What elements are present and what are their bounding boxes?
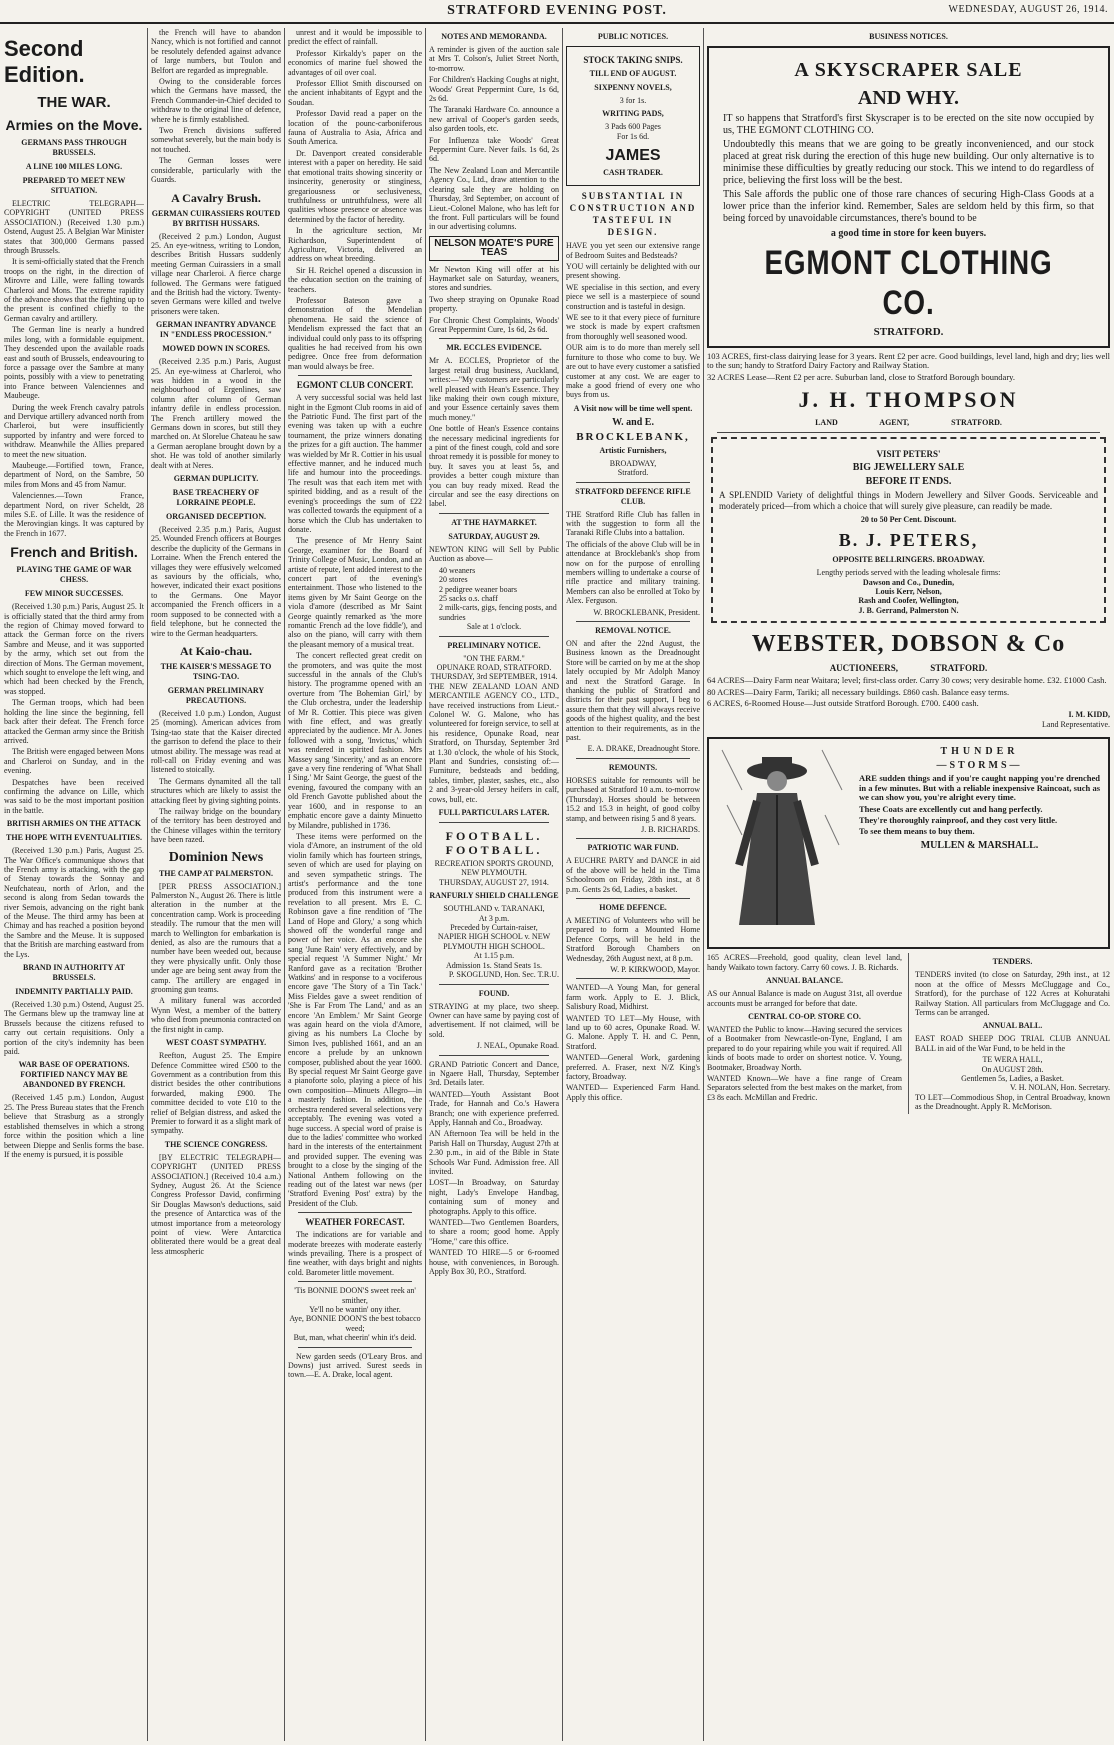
divider <box>576 758 690 759</box>
ad-line: SIXPENNY NOVELS, <box>594 83 672 92</box>
ad-line: Stratford. <box>617 468 649 478</box>
ad-line: LAND AGENT, STRATFORD. <box>815 418 1002 428</box>
divider <box>298 1281 412 1282</box>
ad-text: YOU will certainly be delighted with our present showing. <box>566 262 700 281</box>
ad-text: These Coats are excellently cut and hang perfectly. <box>859 803 1043 814</box>
home-defence-heading: HOME DEFENCE. <box>599 902 667 912</box>
article-text: (Received 2.35 p.m.) Paris, August 25. An eye-witness at Charleroi, who was hidden in a wood in the neighbourhood of Ergenlines, saw column after column of German infantry defile in endless procession. The French artillery mowed the Germans down in scores, but still they marched on. At Slorelue Chateau he saw a German aeroplane brought down by a shot. He was told of another similarly dealt with at Neres. <box>151 357 281 470</box>
article-text: The concert reflected great credit on the promoters, and was quite the most successful in the annals of the Club's history. The programme opened with an overture from 'The Bohemian Girl,' by the Club orchestra, under the leadership of Mr R. Cottier. This piece was given with fine effect, and was greatly appreciated by the audience. Mr A. Jones followed with a song, 'Invictus,' which was rendered in spirited fashion. Mrs Massey sang 'Sincerity,' and as an encore gave a very fine rendering of 'What Shall I Sing.' Mr Saint George, the guest of the evening, favoured the company with an old French Gavotte published about the year 1600, and in response to an emphatic encore gave a dainty Minuetto by Milandre, published in 1736. <box>288 651 422 830</box>
ad-line: —STORMS— <box>936 760 1023 772</box>
article-text: Sir H. Reichel opened a discussion in the education section on the training of teachers. <box>288 265 422 294</box>
ad-line: WRITING PADS, <box>602 109 664 119</box>
ad-text: TENDERS invited (to close on Saturday, 29th inst., at 12 noon at the office of Messrs McCluggage and Co., Stratford), for the purchase of 122 Acres at Kohuratahi Railway Station. All particulars from McCluggage and Co. Terms can be arranged. <box>915 970 1110 1017</box>
article-text: New garden seeds (O'Leary Bros. and Downs) just arrived. Surest seeds in town.—E. A. Drake, local agent. <box>288 1351 422 1380</box>
subheading: WAR BASE OF OPERATIONS. FORTIFIED NANCY MAY BE ABANDONED BY FRENCH. <box>18 1060 130 1090</box>
article-text: The German troops, which had been holding the line since the beginning, fell back after their defeat. The French force attacked the German army since the British arrived. <box>4 698 144 745</box>
article-text: (Received 1.30 p.m.) Paris, August 25. It is officially stated that the third army from the region of Chimay moved forward to attack the German force on the rivers Sambre and Meuse, and it was supported by the army, which set out from the direction of Mons. The German movement, which sought to envelope the left wing, and which had been checked by the French, was stopped. <box>4 602 144 696</box>
article-text: The Taranaki Hardware Co. announce a new arrival of Cooper's garden seeds, also garden tools, etc. <box>429 105 559 134</box>
article-text: In the agriculture section, Mr Richardson, Superintendent of Agriculture, Victoria, delivered an address on wheat breeding. <box>288 226 422 264</box>
divider <box>439 513 549 514</box>
raincoat-figure-icon <box>717 745 847 935</box>
ad-line: STRATFORD. <box>873 326 944 338</box>
auction-item: 40 weaners <box>439 565 476 575</box>
ad-line: BIG JEWELLERY SALE <box>852 462 965 474</box>
subheading: GERMAN PRELIMINARY PRECAUTIONS. <box>167 685 265 705</box>
article-text: (Received 1.0 p.m.) London, August 25 (morning). American advices from Tsing-tao state that the Kaiser directed the garrison to defend the place to their utmost ability. The message was read at roll-call on Friday evening and was listened to stoically. <box>151 708 281 775</box>
article-text: (Received 1.30 p.m.) Paris, August 25. The War Office's communique shows that the French army is attacking, with the gap of Stenay towards the Sonnay and Neufchateau, north of Arlon, and the second is along from Sedan towards the river Semois, advancing on the right bank of the Meuse. The third army has been at Chimay and has reached a position beyond the Sambre and the Meuse. It is supposed that the British are marching eastward from the Lys. <box>4 846 144 959</box>
firm-item: J. B. Gerrand, Palmerston N. <box>858 605 959 615</box>
ad-text: ARE sudden things and if you're caught napping you're drenched in a few minutes. But with a reliable inexpensive Raincoat, such as we can show you, you're alright every time. <box>859 773 1100 803</box>
article-text: Two French divisions suffered somewhat severely, but the main body is not touched. <box>151 126 281 154</box>
auction-item: 20 stores <box>439 575 468 585</box>
subheading: ORGANISED DECEPTION. <box>165 512 266 522</box>
ad-line: A Visit now will be time well spent. <box>573 403 693 413</box>
ad-line: VISIT PETERS' <box>876 449 941 460</box>
ad-line: OPPOSITE BELLRINGERS. BROADWAY. <box>832 555 985 565</box>
james-name: JAMES <box>605 147 661 165</box>
subheading: GERMAN INFANTRY ADVANCE IN "ENDLESS PROCESSION." <box>155 320 277 340</box>
ad-line: STOCK TAKING SNIPS. <box>583 55 683 65</box>
subheading: THE SCIENCE CONGRESS. <box>164 1139 268 1149</box>
classified-ad: WANTED—General Work, gardening preferred. A. Fraser, next N/Z King's factory, Broadway. <box>566 1053 700 1082</box>
divider <box>439 822 549 823</box>
ad-text: WE specialise in this section, and every piece we sell is a masterpiece of sound construction and is tasteful in design. <box>566 282 700 311</box>
article-text: [BY ELECTRIC TELEGRAPH—COPYRIGHT (UNITED PRESS ASSOCIATION.] (Received 10.4 a.m.) Sydney, August 26. At the Science Congress Professor David, confirming Sir Douglas Mawson's deductions, said the presence of Antarctica was of the utmost importance from a meteorology point of view. Were Antarctica obliterated there would be a great deal less atmospheric <box>151 1152 281 1256</box>
auction-items <box>429 566 559 622</box>
ad-text: A SPLENDID Variety of delightful things in Modern Jewellery and Silver Goods. Serviceable and moderately priced—from which a choice that will surely give pleasure, can readily be made. <box>719 490 1098 511</box>
article-text: (Received 1.45 p.m.) London, August 25. The Press Bureau states that the French believe that Strasburg as a strongly established themselves in which a strong force within the position which a line between Dieppe and Senlis forms the base. If the enemy is pursued, it is possible <box>4 1093 144 1159</box>
article-text: unrest and it would be impossible to predict the effect of rainfall. <box>288 28 422 47</box>
prelim-line: OPUNAKE ROAD, STRATFORD. <box>436 662 552 672</box>
article-text: A reminder is given of the auction sale at Mrs T. Colson's, Juliet Street North, to-morrow. <box>429 45 559 73</box>
eccles-heading: MR. ECCLES EVIDENCE. <box>446 343 542 353</box>
classified-ad: WANTED TO HIRE—5 or 6-roomed house, with conveniences, in Borough. Apply Box 30, P.O., Stratford. <box>429 1248 559 1277</box>
patriotic-heading: PATRIOTIC WAR FUND. <box>587 843 679 853</box>
ad-line: Gentlemen 5s, Ladies, a Basket. <box>961 1073 1064 1083</box>
mullen-marshall-ad <box>707 737 1110 949</box>
column-rule <box>425 28 426 1741</box>
article-text: One bottle of Hean's Essence contains the necessary medicinal ingredients for a pint of the finest cough, cold and sore throat remedy it is possible for money to buy. It saves you at least 5s, and provides a better cough mixture than you can buy ready mixed. Read the circular and see the easy directions on label. <box>429 424 559 509</box>
divider <box>576 482 690 483</box>
ad-line: For 1s 6d. <box>616 131 650 141</box>
subheading: A LINE 100 MILES LONG. <box>25 162 123 171</box>
bottom-ads-left <box>707 953 902 1113</box>
classified-ad: AN Afternoon Tea will be held in the Parish Hall on Thursday, August 27th at 2.30 p.m., in aid of the Bible in State Schools War Fund. Admission free. All invited. <box>429 1129 559 1176</box>
egmont-concert-heading: EGMONT CLUB CONCERT. <box>296 380 414 391</box>
football-line: RECREATION SPORTS GROUND, NEW PLYMOUTH. <box>434 859 554 878</box>
signature: J. B. RICHARDS. <box>641 824 700 834</box>
poem-line: But, man, what cheerin' whin it's deid. <box>293 1333 417 1343</box>
subheading: INDEMNITY PARTIALLY PAID. <box>15 987 133 997</box>
divider <box>576 978 690 979</box>
business-notices-heading: BUSINESS NOTICES. <box>869 32 948 41</box>
ad-line: CASH TRADER. <box>603 168 663 178</box>
james-ad <box>566 46 700 186</box>
article-text: Despatches have been received confirming the advance on Lille, which was said to be the most important position in the battle. <box>4 777 144 815</box>
ad-line: TE WERA HALL, <box>982 1055 1043 1065</box>
article-text: These items were performed on the viola d'Amore, an instrument of the old violin family which has fourteen strings, seven of which are used for playing on and seven sympathetic strings. The artist's performance and the tone produced from this instrument were a revelation to all present. Mrs E. C. Robinson gave a fine rendition of 'The Land of Hope and Glory,' a song which showed off the wonderful range and power of her voice. As an encore she sang 'June Rain' very effectively, and by special request 'A Summer Night.' Mr Ranford gave as a recitation 'Brother Watkins' and in response to a vociferous encore gave 'The Story of a Tin Tack.' Miss Fieldes gave a sweet rendition of 'She is Far From The Land,' and as an encore 'An Emblem.' Mr Saint George was again heard on the viola d'Amore, giving as his numbers La Cloche by Simon Ives, published 1661, and an an encore a prelude by an unknown composer, published about the year 1600. By special request Mr Saint George gave a pianoforte solo, playing a piece of his own composition—Minuets Allegro—in a masterly fashion. In addition, the orchestra rendered several selections very acceptably. The evening was voted a huge success. A special word of praise is due to the ladies' committee who worked hard in the interests of the entertainment and provided supper. The evening was brought to a close by the singing of the National Anthem following on the reading out of the latest war news (per 'Stratford Evening Post' extra) by the President of the Club. <box>288 831 422 1208</box>
article-text: Professor Bateson gave a demonstration of the Mendelian phenomena. He said the science of Mendelism expressed the fact that an individual could only pass to its offspring qualities he had received from his own pedigree. Once free from deformation man would always be free. <box>288 295 422 371</box>
classified-ad: 165 ACRES—Freehold, good quality, clean level land, handy Waikato town factory. Carry 60 cows. J. B. Richards. <box>707 953 902 972</box>
auction-item: 25 sacks o.s. chaff <box>439 593 498 603</box>
column-rule <box>703 28 704 1741</box>
article-text: (Received 2.35 p.m.) Paris, August 25. Wounded French officers at Bourges describe the duplicity of the Germans in Lorraine. When the French entered the villages they were effusively welcomed as saviours by the officials, who, however, indicated their exact positions to the Germans. One Mayor accompanied the French officers in a room supposed to be connected with a field telephone, but he connected the wire to the German headquarters. <box>151 525 281 638</box>
haymarket-date: SATURDAY, AUGUST 29. <box>448 531 540 541</box>
ad-text: 103 ACRES, first-class dairying lease for 3 years. Rent £2 per acre. Good buildings, level land, high and dry; lies well to the sun; handy to Stratford Dairy Factory and Railway Station. <box>707 351 1110 371</box>
article-text: Mr A. ECCLES, Proprietor of the largest retail drug business, Auckland, writes:—"My customers are particularly well pleased with Hean's Essence. They like making their own cough mixture, and your Essence certainly saves them much money." <box>429 356 559 422</box>
subheading: THE CAMP AT PALMERSTON. <box>158 868 274 878</box>
article-text: A very successful social was held last night in the Egmont Club rooms in aid of the Patriotic Fund. The first part of the evening was taken up with a euchre tournament, the prize winners donating the prizes for a gift auction. The hammer was wielded by Mr R. Cottier in his usual effective manner, and he induced much life and humour into the proceedings. The result was that each item met with spirited bidding, and as a result of the evening's proceedings the sum of £22 was collected towards the equipment of a horse which the Club has undertaken to donate. <box>288 393 422 534</box>
issue-date: WEDNESDAY, AUGUST 26, 1914. <box>948 4 1108 15</box>
haymarket-heading: AT THE HAYMARKET. <box>451 517 537 527</box>
article-text: Mr Newton King will offer at his Haymarket sale on Saturday, weaners, stores and sundries. <box>429 264 559 293</box>
article-text: The German line is nearly a hundred miles long, with a formidable equipment. They descended upon the available roads east and south of Brussels, endeavouring to force a passage over the Sambre at many points, possibly with a view to penetrating into France between Valenciennes and Maubeuge. <box>4 325 144 401</box>
ad-line: 3 for 1s. <box>619 96 647 105</box>
article-text: the French will have to abandon Nancy, which is not fortified and cannot be resolutely defended against advance of large numbers, but Toulon and Belfort are regarded as impregnable. <box>151 28 281 75</box>
poem-line: Ye'll no be wantin' ony ither. <box>309 1305 401 1314</box>
ad-text: HORSES suitable for remounts will be purchased at Stratford 10 a.m. to-morrow (Thursday). Horses should be between 15.2 and 15.3 in height, of good colby stamp, and between rising 5 and 8 years. <box>566 775 700 823</box>
article-text: STRAYING at my place, two sheep. Owner can have same by paying cost of advertisement. If not claimed, will be sold. <box>429 1001 559 1039</box>
subheading: PLAYING THE GAME OF WAR CHESS. <box>16 565 132 585</box>
article-text: (Received 1.30 p.m.) Ostend, August 25. The Germans blew up the tramway line at Brussels because the citizens refused to carry out certain requisitions. Only a portion of the city's indemnity has been paid. <box>4 1000 144 1057</box>
masthead <box>0 0 1114 24</box>
divider <box>439 1055 549 1056</box>
football-line: Preceded by Curtain-raiser, <box>450 923 538 933</box>
notes-heading: NOTES AND MEMORANDA. <box>441 32 547 41</box>
article-text: It is semi-officially stated that the French troops on the right, in the direction of Mirovre and Lille, were falling towards Charleroi and Mons. The extreme rapidity of the advance shows that the fighting up to the present is confined chiefly to the German cavalry and artillery. <box>4 257 144 323</box>
subheading: GERMANS PASS THROUGH BRUSSELS. <box>21 138 127 157</box>
article-text: Two sheep straying on Opunake Road property. <box>429 294 559 314</box>
armies-heading: Armies on the Move. <box>5 117 143 133</box>
kaiochau-heading: At Kaio-chau. <box>180 643 252 658</box>
war-heading: THE WAR. <box>37 94 111 111</box>
ad-line: 3 Pads 600 Pages <box>605 122 661 132</box>
ad-text: A EUCHRE PARTY and DANCE in aid of the above will be held in the Tima Schoolroom on Friday, 28th inst., at 8 p.m. Gents 2s 6d, Ladies, a basket. <box>566 856 700 894</box>
ad-line: AUCTIONEERS, STRATFORD. <box>829 663 988 674</box>
ad-line: W. and E. <box>612 416 654 428</box>
found-heading: FOUND. <box>478 988 510 998</box>
ad-text: To see them means to buy them. <box>859 826 975 837</box>
auction-item: 2 pedigree weaner boars <box>439 584 517 594</box>
article-text: (Received 2 p.m.) London, August 25. An eye-witness, writing to London, describes British Hussars suddenly meeting German Cuirassiers in a small village near Charleroi. A fierce charge followed. The Germans were fatigued and the British had the victory. Twenty-seven Germans were killed and twelve prisoners were taken. <box>151 231 281 316</box>
column-rule <box>562 28 563 1741</box>
peters-jewellery-ad <box>711 437 1106 623</box>
particulars-line: FULL PARTICULARS LATER. <box>438 808 550 818</box>
ad-text: This Sale affords the public one of those rare chances of securing High-Class Goods at a lower price than the inferior kind. Remember, Sales are seldom held by this firm, so that being forced by unavoidable circumstances, there's bound to be <box>723 189 1094 224</box>
webster-dobson-name: WEBSTER, DOBSON & Co <box>751 631 1066 658</box>
skyscraper-title: AND WHY. <box>857 87 960 109</box>
newspaper-title: STRATFORD EVENING POST. <box>447 3 667 18</box>
signature: Land Representative. <box>1042 719 1110 729</box>
subheading: MOWED DOWN IN SCORES. <box>162 344 270 354</box>
brocklebank-name: BROCKLEBANK, <box>576 430 690 443</box>
article-text: [PER PRESS ASSOCIATION.] Palmerston N., August 26. There is little alteration in the number at the concentration camp. Work is proceeding steadily. The rumour that the men will march to Wellington for embarkation is denied, as also are the rumours that a number have been weeded out, because they were physically unfit. Only those under age are being sent away from the camp. The artillery are engaged in grooming gun teams. <box>151 881 281 995</box>
subheading: GERMAN CUIRASSIERS ROUTED BY BRITISH HUSSARS. <box>151 208 281 228</box>
prelim-heading: PRELIMINARY NOTICE. <box>447 640 541 650</box>
divider <box>439 984 549 985</box>
classified-ad: WANTED Known—We have a fine range of Cream Separators selected from the best makes on the market, from £3 8s each. McMillan and Fredric. <box>707 1073 902 1102</box>
ad-text: WE see to it that every piece of furniture we stock is made by expert craftsmen from thoroughly well seasoned wood. <box>566 313 700 341</box>
article-text: Maubeuge.—Fortified town, France, department of Nord, on the Sambre, 50 miles from Mons and 45 from Namur. <box>4 460 144 489</box>
thompson-name: J. H. THOMPSON <box>798 387 1019 413</box>
article-text: Professor David read a paper on the location of the pounc-carboniferous fauna of Australia to Asia, Africa and South America. <box>288 109 422 147</box>
article-text: For Influenza take Woods' Great Peppermint Cure. Never fails. 1s 6d, 2s 6d. <box>429 135 559 164</box>
article-text: The British were engaged between Mons and Charleroi on Sunday, and in the evening. <box>4 747 144 776</box>
column-rule <box>908 953 909 1113</box>
thunder-ad-text <box>859 743 1100 853</box>
ad-line: Artistic Furnishers, <box>599 445 667 455</box>
column-3 <box>288 28 422 1741</box>
ad-text: 6 ACRES, 6-Roomed House—Just outside Stratford Borough. £700. £400 cash. <box>707 698 979 709</box>
poem-line: Aye, BONNIE DOON'S the best tobacco weed; <box>289 1314 421 1333</box>
article-text: Professor Kirkaldy's paper on the economics of marine fuel showed the advantages of oil over coal. <box>288 48 422 77</box>
firm-item: Dawson and Co., Dunedin, <box>862 577 955 587</box>
subheading: THE HOPE WITH EVENTUALITIES. <box>6 833 142 843</box>
signature: W. P. KIRKWOOD, Mayor. <box>610 964 700 974</box>
article-text: During the week French cavalry patrols and Dervique artillery advanced north from Charleroi, but were insufficiently supported by infantry and were forced to withdraw. Meanwhile the Allies prepared to meet the new situation. <box>4 402 144 459</box>
poem-line: 'Tis BONNIE DOON'S sweet reek an' smither, <box>294 1286 416 1305</box>
article-text: THE NEW ZEALAND LOAN AND MERCANTILE AGENCY CO., LTD., have received instructions from Lieut.-Colonel W. G. Malone, who has volunteered for foreign service, to sell at his residence, Opunake Road, near Stratford, on Thursday, September 3rd at 1.30 o'clock, the whole of his Stock, Plant and Sundries, consisting of:— Furniture, bedsteads and bedding, tables, timber, plaster, sashes, etc., also 2 and 3-year-old Jersey heifers in calf, cows, bull, etc. <box>429 681 559 804</box>
subheading: BRITISH ARMIES ON THE ATTACK <box>6 819 142 829</box>
divider <box>298 375 412 376</box>
subheading: BRAND IN AUTHORITY AT BRUSSELS. <box>22 963 125 983</box>
firm-list <box>719 578 1098 616</box>
divider <box>298 1212 412 1213</box>
divider <box>298 1347 412 1348</box>
ad-text: EAST ROAD SHEEP DOG TRIAL CLUB ANNUAL BALL in aid of the War Fund, to be held in the <box>915 1034 1110 1053</box>
column-6 <box>707 28 1110 1741</box>
classified-ad: WANTED—Youth Assistant Boot Trade, for Hannah and Co.'s Hawera Branch; one with experience preferred. Apply, Hannah and Co., Broadway. <box>429 1089 559 1127</box>
column-2 <box>151 28 281 1741</box>
ad-text: OUR aim is to do more than merely sell furniture to those who come to buy. We are out to have every customer a satisfied customer at any cost. We are eager to make a good friend of every one who buys from us. <box>566 343 700 400</box>
article-text: The German losses were considerable, particularly with the Guards. <box>151 156 281 185</box>
annual-balance-heading: ANNUAL BALANCE. <box>766 976 843 986</box>
column-4 <box>429 28 559 1741</box>
ad-line: THUNDER <box>940 746 1019 758</box>
ad-text: 64 ACRES—Dairy Farm near Waitara; level; first-class order. Carry 30 cows; very desirable home. £32. £1000 Cash. <box>707 675 1107 686</box>
classified-ad: LOST—In Broadway, on Saturday night, Lady's Envelope Handbag, containing sum of money and photographs. Apply to this office. <box>429 1178 559 1216</box>
egmont-clothing-logo: EGMONT CLOTHING CO. <box>764 244 1053 322</box>
ad-text: AS our Annual Balance is made on August 31st, all overdue accounts must be arranged for before that date. <box>707 989 902 1008</box>
divider <box>576 838 690 839</box>
football-line: NAPIER HIGH SCHOOL v. NEW PLYMOUTH HIGH SCHOOL. <box>437 932 551 951</box>
signature: W. BROCKLEBANK, President. <box>593 607 700 617</box>
football-line: At 3 p.m. <box>478 913 510 923</box>
classified-ad: WANTED—Two Gentlemen Boarders, to share a room; good home. Apply "Home," care this office. <box>429 1218 559 1246</box>
removal-heading: REMOVAL NOTICE. <box>595 626 671 635</box>
article-text: The New Zealand Loan and Mercantile Agency Co., Ltd., draw attention to the clearing sale they are holding on Thursday, 3rd September, on account of Lieut.-Colonel Malone, who has left for the front. Full particulars will be found in our advertising columns. <box>429 165 559 232</box>
article-text: For Children's Hacking Coughs at night, Woods' Great Peppermint Cure, 1s 6d, 2s 6d. <box>429 75 559 104</box>
article-text: Professor Elliot Smith discoursed on the ancient inhabitants of Egypt and the Soudan. <box>288 79 422 107</box>
prelim-line: "ON THE FARM." <box>463 653 525 663</box>
article-text: The railway bridge on the boundary of the territory has been destroyed and the Chinese villages within the territory have been razed. <box>151 806 281 845</box>
classified-ad: WANTED— Experienced Farm Hand. Apply this office. <box>566 1083 700 1102</box>
signature: J. NEAL, Opunake Road. <box>476 1041 559 1051</box>
prelim-line: THURSDAY, 3rd SEPTEMBER, 1914. <box>430 672 558 682</box>
column-rule <box>147 28 148 1741</box>
auction-item: 2 milk-carts, gigs, fencing posts, and sundries <box>439 603 557 622</box>
football-line: Admission 1s. Stand Seats 1s. <box>445 960 542 970</box>
rifle-heading: STRATFORD DEFENCE RIFLE CLUB. <box>575 486 691 506</box>
column-rule <box>284 28 285 1741</box>
column-5 <box>566 28 700 1741</box>
signature: V. H. NOLAN, Hon. Secretary. <box>1010 1083 1110 1093</box>
article-text: The indications are for variable and moderate breezes with moderate easterly winds prevailing. There is a prospect of fine weather, with days bright and nights cold. Barometer little movement. <box>288 1230 422 1277</box>
football-line: RANFURLY SHIELD CHALLENGE <box>429 891 559 901</box>
divider <box>576 621 690 622</box>
weather-heading: WEATHER FORECAST. <box>305 1217 405 1228</box>
edition-heading: Second Edition. <box>4 36 85 87</box>
ad-line: 20 to 50 Per Cent. Discount. <box>860 515 957 525</box>
subheading: WEST COAST SYMPATHY. <box>165 1038 267 1048</box>
firm-item: Louis Kerr, Nelson, <box>875 587 942 597</box>
ad-line: BROADWAY, <box>609 458 657 468</box>
remounts-heading: REMOUNTS. <box>608 762 658 772</box>
bottom-ads-right <box>915 953 1110 1113</box>
tenders-heading: TENDERS. <box>992 957 1033 967</box>
ad-line: BEFORE IT ENDS. <box>865 476 952 488</box>
nelson-moate-ad: NELSON MOATE'S PURE TEAS <box>429 236 559 261</box>
skyscraper-sale-ad <box>707 46 1110 348</box>
ad-line: Lengthy periods served with the leading wholesale firms: <box>816 568 1001 578</box>
classified-ad: WANTED—A Young Man, for general farm work. Apply to E. J. Blick, Salisbury Road, Midhirst. <box>566 983 700 1012</box>
ad-text: 80 ACRES—Dairy Farm, Tariki; all necessary buildings. £860 cash. Balance easy terms. <box>707 686 1010 697</box>
peters-name: B. J. PETERS, <box>838 530 979 551</box>
ad-line: TILL END OF AUGUST. <box>589 69 677 78</box>
ad-text: The officials of the above Club will be in attendance at Brocklebank's shop from now on for the purpose of enrolling members willing to undertake a course of rifle practice and military training. Members can also be enrolled at Toko by Alex. Ferguson. <box>566 539 700 606</box>
classified-ad: GRAND Patriotic Concert and Dance, in Ngaere Hall, Thursday, September 3rd. Details later. <box>429 1059 559 1088</box>
ad-text: A MEETING of Volunteers who will be prepared to form a Mounted Home Defence Corps, will be held in the Stratford Borough Chambers on Wednesday, 26th August next, at 8 p.m. <box>566 915 700 963</box>
classified-ad: WANTED the Public to know—Having secured the services of a Bootmaker from Newcastle-on-Tyne, England, I am prepared to do your repairing while you wait if required. All kinds of boots made to order on shortest notice. V. Young, Bootmaker, Broadway North. <box>707 1024 902 1072</box>
classified-ad: TO LET—Commodious Shop, in Central Broadway, known as the Dreadnought. Apply R. McMorison. <box>915 1092 1110 1112</box>
mullen-name: MULLEN & MARSHALL. <box>920 839 1039 851</box>
article-text: Reefton, August 25. The Empire Defence Committee wired £500 to the Government as a contribution from this district besides the other contributions forwarded, making £900. The committee decided to vote £10 to the relief of Belgian distress, and asked the Premier to forward it as a slight mark of sympathy. <box>151 1051 281 1136</box>
article-text: The presence of Mr Henry Saint George, examiner for the Board of Trinity College of Music, London, and an artiste of repute, lent added interest to the concert part of the evening's entertainment. Those who listened to the items given by Mr Saint George on the viola d'amore (described as Mr Saint George quaintly remarked as 'the more romantic French ad the love fiddle'), and also on the piano, will carry with them the pleasant memory of a musical treat. <box>288 536 422 649</box>
article-text: ELECTRIC TELEGRAPH—COPYRIGHT (UNITED PRESS ASSOCIATION.) (Received 1.30 p.m.) Ostend, August 25. A Belgian War Minister states that 300,000 Germans passed through Brussels. <box>4 199 144 256</box>
ad-text: They're thoroughly rainproof, and they cost very little. <box>859 814 1058 825</box>
ad-line: CENTRAL CO-OP. STORE CO. <box>748 1011 861 1021</box>
brocklebank-heading: SUBSTANTIAL IN CONSTRUCTION AND TASTEFUL IN DESIGN. <box>569 191 697 238</box>
subheading: GERMAN DUPLICITY. <box>173 474 259 484</box>
ad-text: ON and after the 22nd August, the Business known as the Dreadnought Store will be carried on by me at the shop lately occupied by Mr Adolph Manoy and next the Stratford Garage. In thanking the public of Stratford and districts for their past support, I beg to assure them that they will always receive goods of the highest quality, and the best attention to their requirements, as in the past. <box>566 639 700 743</box>
article-text: The Germans dynamited all the tall structures which are likely to assist the attacking fleet by giving sighting points. <box>151 776 281 805</box>
article-text: NEWTON KING will Sell by Public Auction as above— <box>429 544 559 564</box>
sale-time: Sale at 1 o'clock. <box>466 622 522 632</box>
football-heading: FOOTBALL. FOOTBALL. <box>445 829 543 858</box>
subheading: BASE TREACHERY OF LORRAINE PEOPLE. <box>172 488 260 508</box>
column-1 <box>4 28 144 1741</box>
ad-text: Undoubtedly this means that we are going to be greatly inconvenienced, and our stock placed at great risk during the erection of this huge new building. Our only alternative is to minimise these difficulties by greatly reducing our stock. This we intend to do regardless of price, believing the first loss will be the best. <box>723 139 1094 186</box>
divider <box>439 338 549 339</box>
ad-line: a good time in store for keen buyers. <box>830 228 987 239</box>
public-notices-heading: PUBLIC NOTICES. <box>597 32 669 41</box>
subheading: FEW MINOR SUCCESSES. <box>24 589 124 599</box>
subheading: THE KAISER'S MESSAGE TO TSING-TAO. <box>160 661 272 681</box>
subheading: PREPARED TO MEET NEW SITUATION. <box>22 176 126 195</box>
annual-ball-heading: ANNUAL BALL. <box>982 1021 1043 1031</box>
french-british-heading: French and British. <box>10 544 138 561</box>
bottom-ads <box>707 953 1110 1113</box>
firm-item: Rash and Coofer, Wellington, <box>858 596 959 606</box>
article-text: Valenciennes.—Town France, department Nord, on river Scheldt, 28 miles S.E. of Lille. It was the residence of the Merovingian kings. It was captured by the French in 1677. <box>4 491 144 538</box>
article-text: Owing to the considerable forces which the Germans have massed, the French Commander-in-Chief decided to withdraw to the original line of defence, where he is firmly established. <box>151 77 281 124</box>
ad-text: THE Stratford Rifle Club has fallen in with the suggestion to form all the Taranaki Rifle Clubs into a battalion. <box>566 509 700 538</box>
cavalry-heading: A Cavalry Brush. <box>171 190 261 205</box>
divider <box>576 898 690 899</box>
divider <box>439 636 549 637</box>
football-line: SOUTHLAND v. TARANAKI, <box>443 904 545 914</box>
football-line: THURSDAY, AUGUST 27, 1914. <box>439 877 549 887</box>
signature: E. A. DRAKE, Dreadnought Store. <box>587 744 700 754</box>
ad-text: IT so happens that Stratford's first Skyscraper is to be erected on the site now occupied by us, THE EGMONT CLOTHING CO. <box>723 113 1094 136</box>
football-line: At 1.15 p.m. <box>473 951 515 961</box>
skyscraper-title: A SKYSCRAPER SALE <box>794 59 1023 81</box>
classified-ad: WANTED TO LET—My House, with land up to 60 acres, Opunake Road. W. G. Malone. Apply T. H. and C. Penn, Stratford. <box>566 1013 700 1051</box>
article-text: A military funeral was accorded Wynn West, a member of the battery who died from pneumonia contracted on the first night in camp. <box>151 996 281 1034</box>
ad-text: 32 ACRES Lease—Rent £2 per acre. Suburban land, close to Stratford Borough boundary. <box>707 371 1015 382</box>
article-text: Dr. Davenport created considerable interest with a paper on heredity. He said that emotional traits showing sincerity or insincerity, generosity or stinginess, gregariousness or seclusiveness, truthfulness or untruthfulness, were all qualities whose presence or absence was determined by the factor of heredity. <box>288 148 422 224</box>
article-text: For Chronic Chest Complaints, Woods' Great Peppermint Cure, 1s 6d, 2s 6d. <box>429 315 559 334</box>
signature: I. M. KIDD, <box>1068 710 1110 720</box>
ad-line: On AUGUST 28th. <box>981 1064 1044 1074</box>
ad-text: HAVE you yet seen our extensive range of Bedroom Suites and Bedsteads? <box>566 241 700 260</box>
signature: P. SKOGLUND, Hon. Sec. T.R.U. <box>448 970 559 980</box>
dominion-heading: Dominion News <box>168 849 264 865</box>
divider <box>717 432 1100 433</box>
